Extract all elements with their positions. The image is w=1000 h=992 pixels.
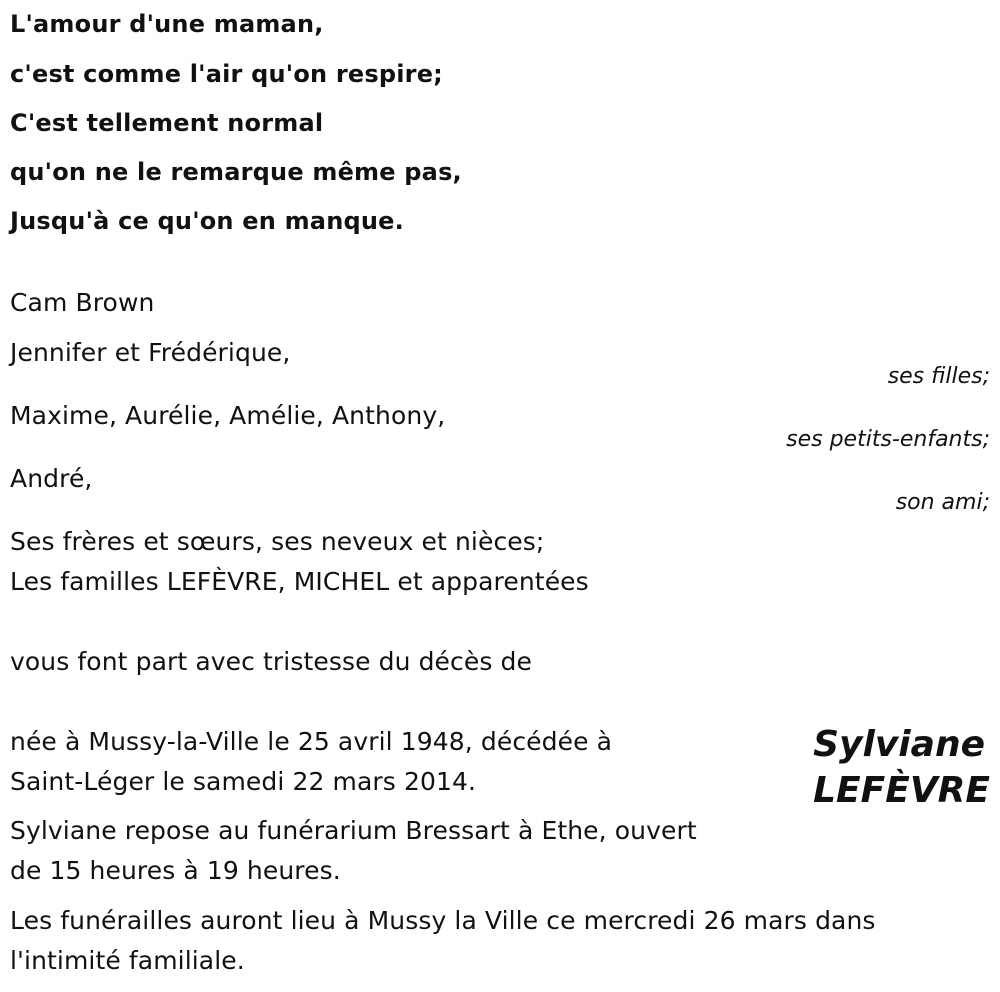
family-cam: Cam Brown	[10, 288, 155, 317]
deceased-name	[813, 722, 990, 814]
birth-line-2: Saint-Léger le samedi 22 mars 2014.	[10, 767, 477, 796]
family-daughters: Jennifer et Frédérique,	[10, 338, 291, 367]
birth-line-1: née à Mussy-la-Ville le 25 avril 1948, décédée à	[10, 727, 613, 756]
poem-line-2: c'est comme l'air qu'on respire;	[10, 60, 443, 88]
rest-line-1: Sylviane repose au funérarium Bressart à Ethe, ouvert	[10, 816, 697, 845]
family-siblings: Ses frères et sœurs, ses neveux et nièces;	[10, 527, 545, 556]
family-friend: André,	[10, 464, 93, 493]
poem-line-1: L'amour d'une maman,	[10, 10, 324, 38]
poem-line-3: C'est tellement normal	[10, 109, 324, 137]
friend-relation: son ami;	[895, 490, 990, 515]
daughters-relation: ses filles;	[887, 364, 990, 389]
deceased-first-name: Sylviane	[813, 724, 985, 765]
poem-line-4: qu'on ne le remarque même pas,	[10, 158, 462, 186]
deceased-last-name: LEFÈVRE	[813, 770, 990, 811]
funeral-line-2: l'intimité familiale.	[10, 946, 245, 975]
announcement: vous font part avec tristesse du décès de	[10, 647, 532, 676]
family-grandchildren: Maxime, Aurélie, Amélie, Anthony,	[10, 401, 446, 430]
poem-line-5: Jusqu'à ce qu'on en manque.	[10, 207, 404, 235]
grandchildren-relation: ses petits-enfants;	[786, 427, 990, 452]
rest-line-2: de 15 heures à 19 heures.	[10, 856, 341, 885]
funeral-line-1: Les funérailles auront lieu à Mussy la Ville ce mercredi 26 mars dans	[10, 906, 876, 935]
family-families: Les familles LEFÈVRE, MICHEL et apparentées	[10, 567, 589, 596]
